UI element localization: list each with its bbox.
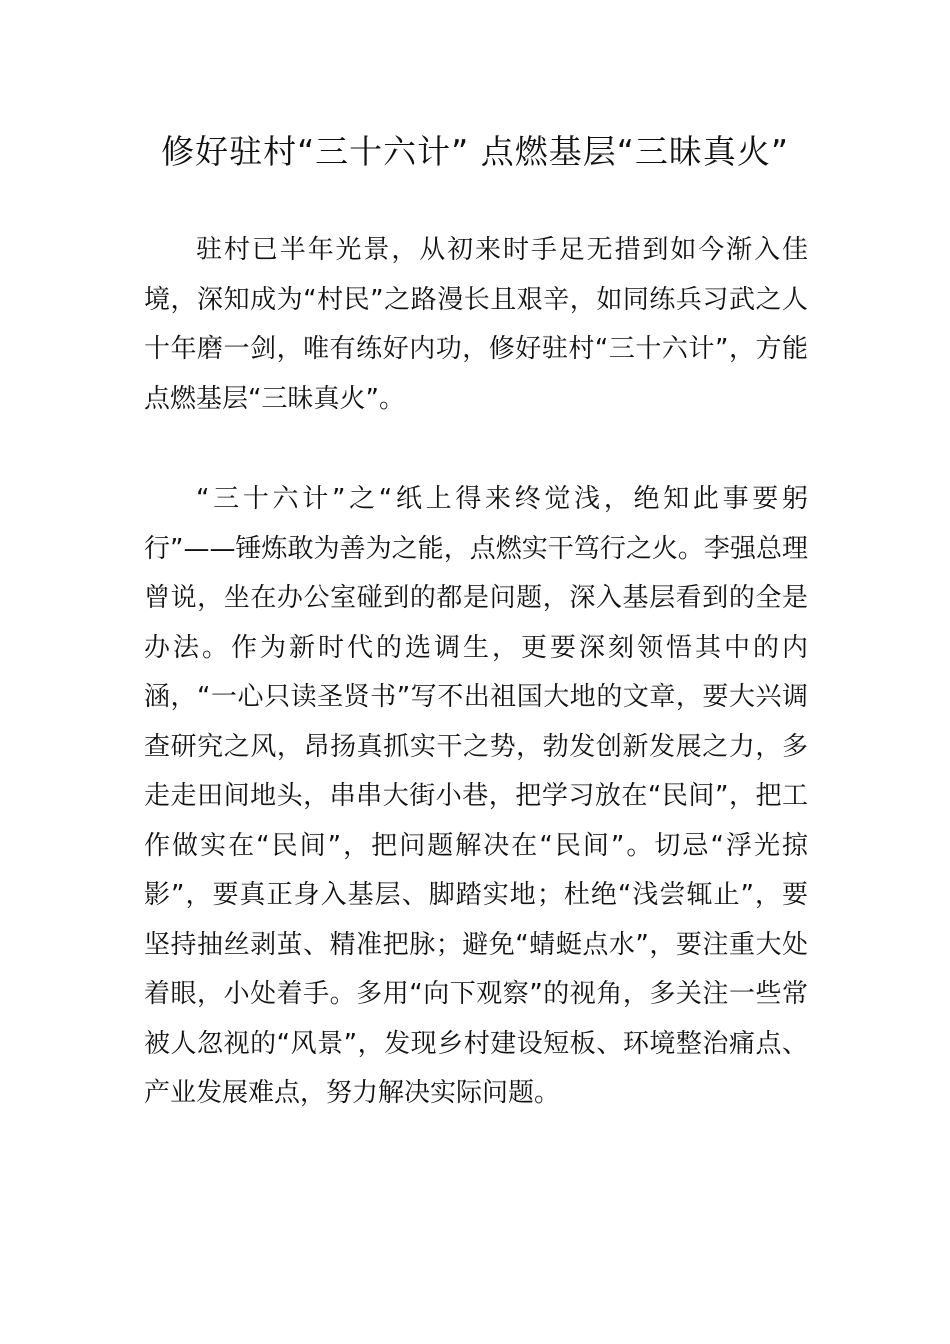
document-title: 修好驻村“三十六计” 点燃基层“三昧真火”	[161, 132, 789, 171]
paragraph-1: 驻村已半年光景，从初来时手足无措到如今渐入佳境，深知成为“村民”之路漫长且艰辛，如同练兵习武之人十年磨一剑，唯有练好内功，修好驻村“三十六计”，方能点燃基层“三昧真火”。	[144, 235, 808, 414]
paragraph-2: “三十六计”之“纸上得来终觉浅，绝知此事要躬行”——锤炼敢为善为之能，点燃实干笃行之火。李强总理曾说，坐在办公室碰到的都是问题，深入基层看到的全是办法。作为新时代的选调生，更要深刻领悟其中的内涵，“一心只读圣贤书”写不出祖国大地的文章，要大兴调查研究之风，昂扬真抓实干之势，勃发创新发展之力，多走走田间地头，串串大街小巷，把学习放在“民间”，把工作做实在“民间”，把问题解决在“民间”。切忌“浮光掠影”，要真正身入基层、脚踏实地；杜绝“浅尝辄止”，要坚持抽丝剥茧、精准把脉；避免“蜻蜓点水”，要注重大处着眼，小处着手。多用“向下观察”的视角，多关注一些常被人忽视的“风景”，发现乡村建设短板、环境整治痛点、产业发展难点，努力解决实际问题。	[144, 484, 808, 1108]
